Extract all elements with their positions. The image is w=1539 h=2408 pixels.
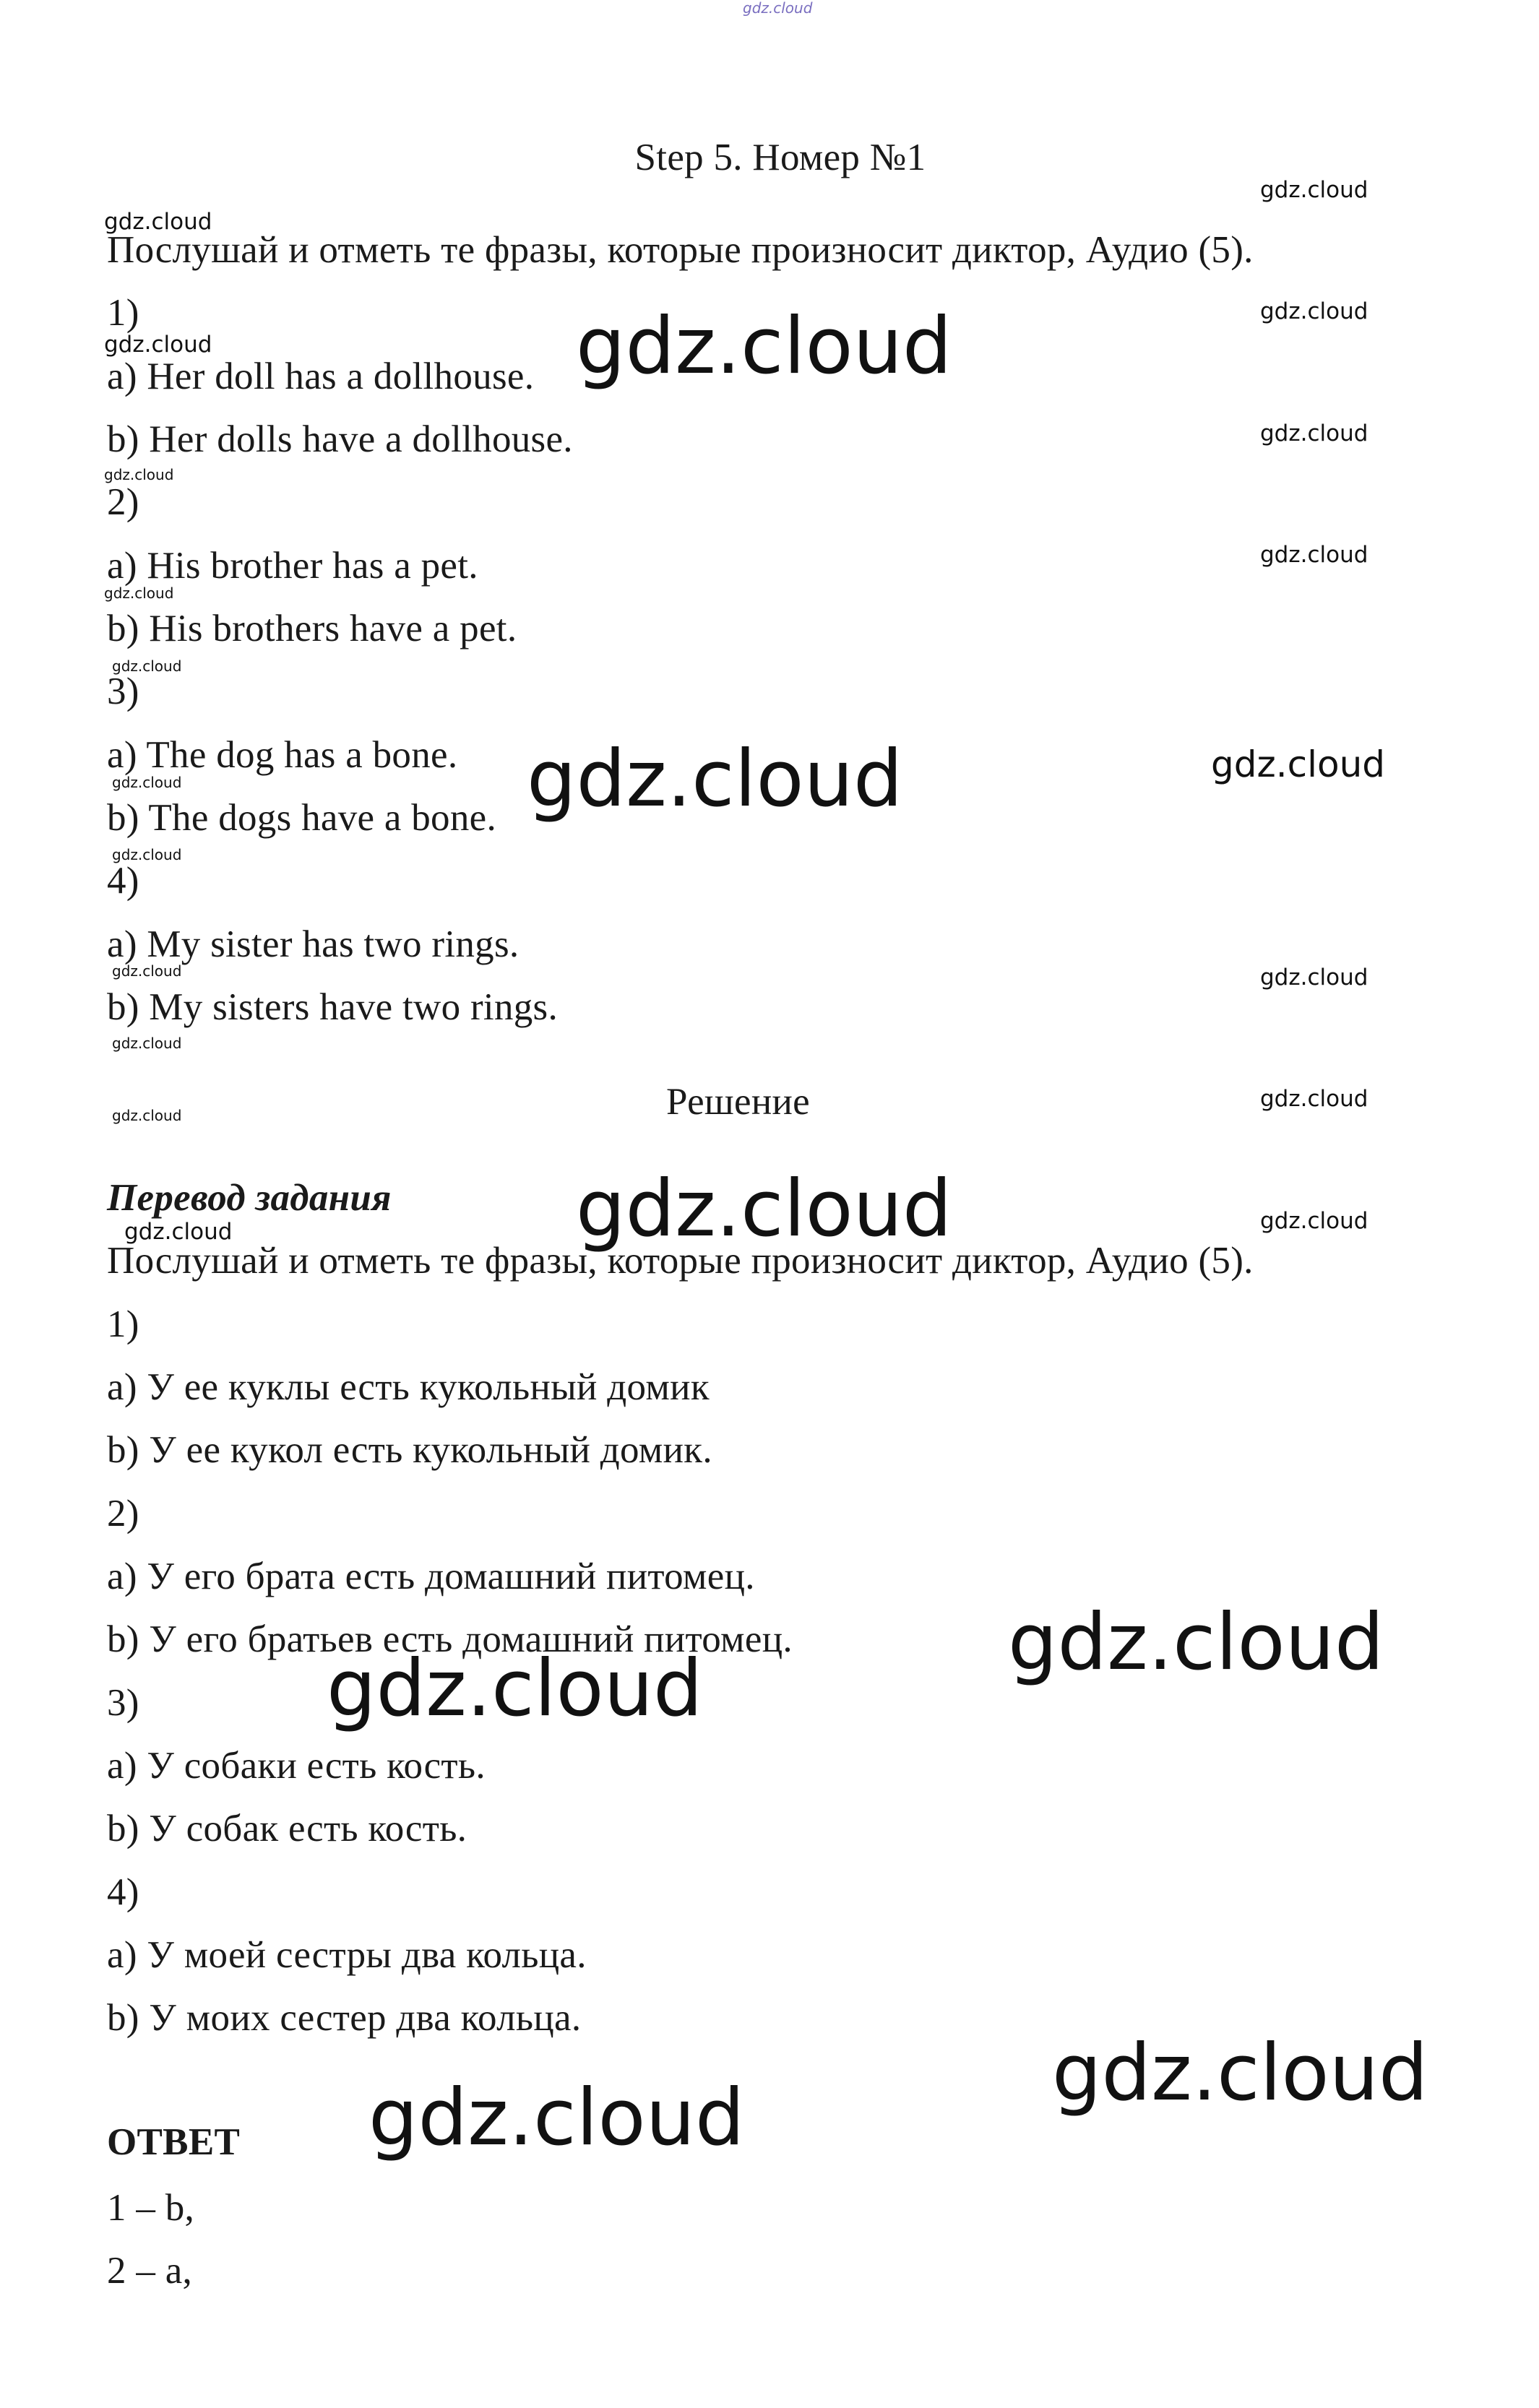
watermark-small: gdz.cloud xyxy=(104,209,212,235)
answer-heading: ОТВЕТ xyxy=(107,2121,241,2163)
translation-item-1-option-b: b) У ее кукол есть кукольный домик. xyxy=(107,1429,712,1471)
watermark-large: gdz.cloud xyxy=(327,1644,703,1734)
task-item-1-option-a: a) Her doll has a dollhouse. xyxy=(107,355,535,397)
task-item-4-option-a: a) My sister has two rings. xyxy=(107,923,520,965)
page-title: Step 5. Номер №1 xyxy=(634,137,926,178)
translation-item-4-number: 4) xyxy=(107,1871,139,1913)
watermark-small: gdz.cloud xyxy=(1260,542,1368,568)
translation-item-1-option-a: a) У ее куклы есть кукольный домик xyxy=(107,1366,710,1408)
task-instruction: Послушай и отметь те фразы, которые произносит диктор, Аудио (5). xyxy=(107,229,1254,271)
watermark-tiny: gdz.cloud xyxy=(112,1035,182,1052)
watermark-tiny: gdz.cloud xyxy=(104,466,174,483)
watermark-tiny: gdz.cloud xyxy=(112,774,182,791)
task-item-3-option-b: b) The dogs have a bone. xyxy=(107,797,497,839)
translation-item-2-number: 2) xyxy=(107,1493,139,1535)
watermark-large: gdz.cloud xyxy=(576,301,952,392)
watermark-tiny: gdz.cloud xyxy=(112,962,182,980)
translation-item-4-option-a: a) У моей сестры два кольца. xyxy=(107,1934,587,1976)
watermark-small: gdz.cloud xyxy=(124,1219,233,1245)
watermark-small: gdz.cloud xyxy=(1260,298,1368,324)
answer-line-1: 1 – b, xyxy=(107,2187,195,2229)
answer-line-2: 2 – a, xyxy=(107,2250,193,2292)
watermark-large: gdz.cloud xyxy=(1008,1597,1384,1688)
translation-item-3-option-b: b) У собак есть кость. xyxy=(107,1808,467,1850)
watermark-small: gdz.cloud xyxy=(1260,965,1368,991)
translation-instruction: Послушай и отметь те фразы, которые произносит диктор, Аудио (5). xyxy=(107,1240,1254,1282)
translation-item-2-option-a: a) У его брата есть домашний питомец. xyxy=(107,1555,755,1597)
translation-item-3-number: 3) xyxy=(107,1682,139,1724)
task-item-2-number: 2) xyxy=(107,481,139,523)
watermark-large: gdz.cloud xyxy=(527,734,903,824)
watermark-medium: gdz.cloud xyxy=(1211,743,1386,785)
task-item-2-option-a: a) His brother has a pet. xyxy=(107,545,478,587)
watermark-small: gdz.cloud xyxy=(1260,1086,1368,1112)
task-item-1-number: 1) xyxy=(107,292,139,334)
watermark-large: gdz.cloud xyxy=(576,1164,952,1254)
translation-heading: Перевод задания xyxy=(107,1177,392,1219)
task-item-3-option-a: a) The dog has a bone. xyxy=(107,734,458,776)
watermark-top: gdz.cloud xyxy=(743,0,813,17)
watermark-small: gdz.cloud xyxy=(1260,1208,1368,1234)
solution-heading: Решение xyxy=(666,1081,810,1123)
watermark-large: gdz.cloud xyxy=(1052,2028,1428,2118)
task-item-4-option-b: b) My sisters have two rings. xyxy=(107,986,559,1028)
translation-item-3-option-a: a) У собаки есть кость. xyxy=(107,1745,486,1787)
watermark-tiny: gdz.cloud xyxy=(112,1107,182,1124)
watermark-tiny: gdz.cloud xyxy=(112,846,182,863)
watermark-tiny: gdz.cloud xyxy=(112,657,182,675)
task-item-4-number: 4) xyxy=(107,860,139,902)
watermark-small: gdz.cloud xyxy=(104,332,212,358)
translation-item-4-option-b: b) У моих сестер два кольца. xyxy=(107,1997,582,2039)
task-item-2-option-b: b) His brothers have a pet. xyxy=(107,608,517,650)
watermark-small: gdz.cloud xyxy=(1260,420,1368,446)
task-item-1-option-b: b) Her dolls have a dollhouse. xyxy=(107,418,573,460)
watermark-large: gdz.cloud xyxy=(368,2073,745,2163)
watermark-small: gdz.cloud xyxy=(1260,177,1368,203)
translation-item-1-number: 1) xyxy=(107,1303,139,1345)
translation-item-2-option-b: b) У его братьев есть домашний питомец. xyxy=(107,1618,793,1660)
watermark-tiny: gdz.cloud xyxy=(104,584,174,602)
task-item-3-number: 3) xyxy=(107,670,139,712)
